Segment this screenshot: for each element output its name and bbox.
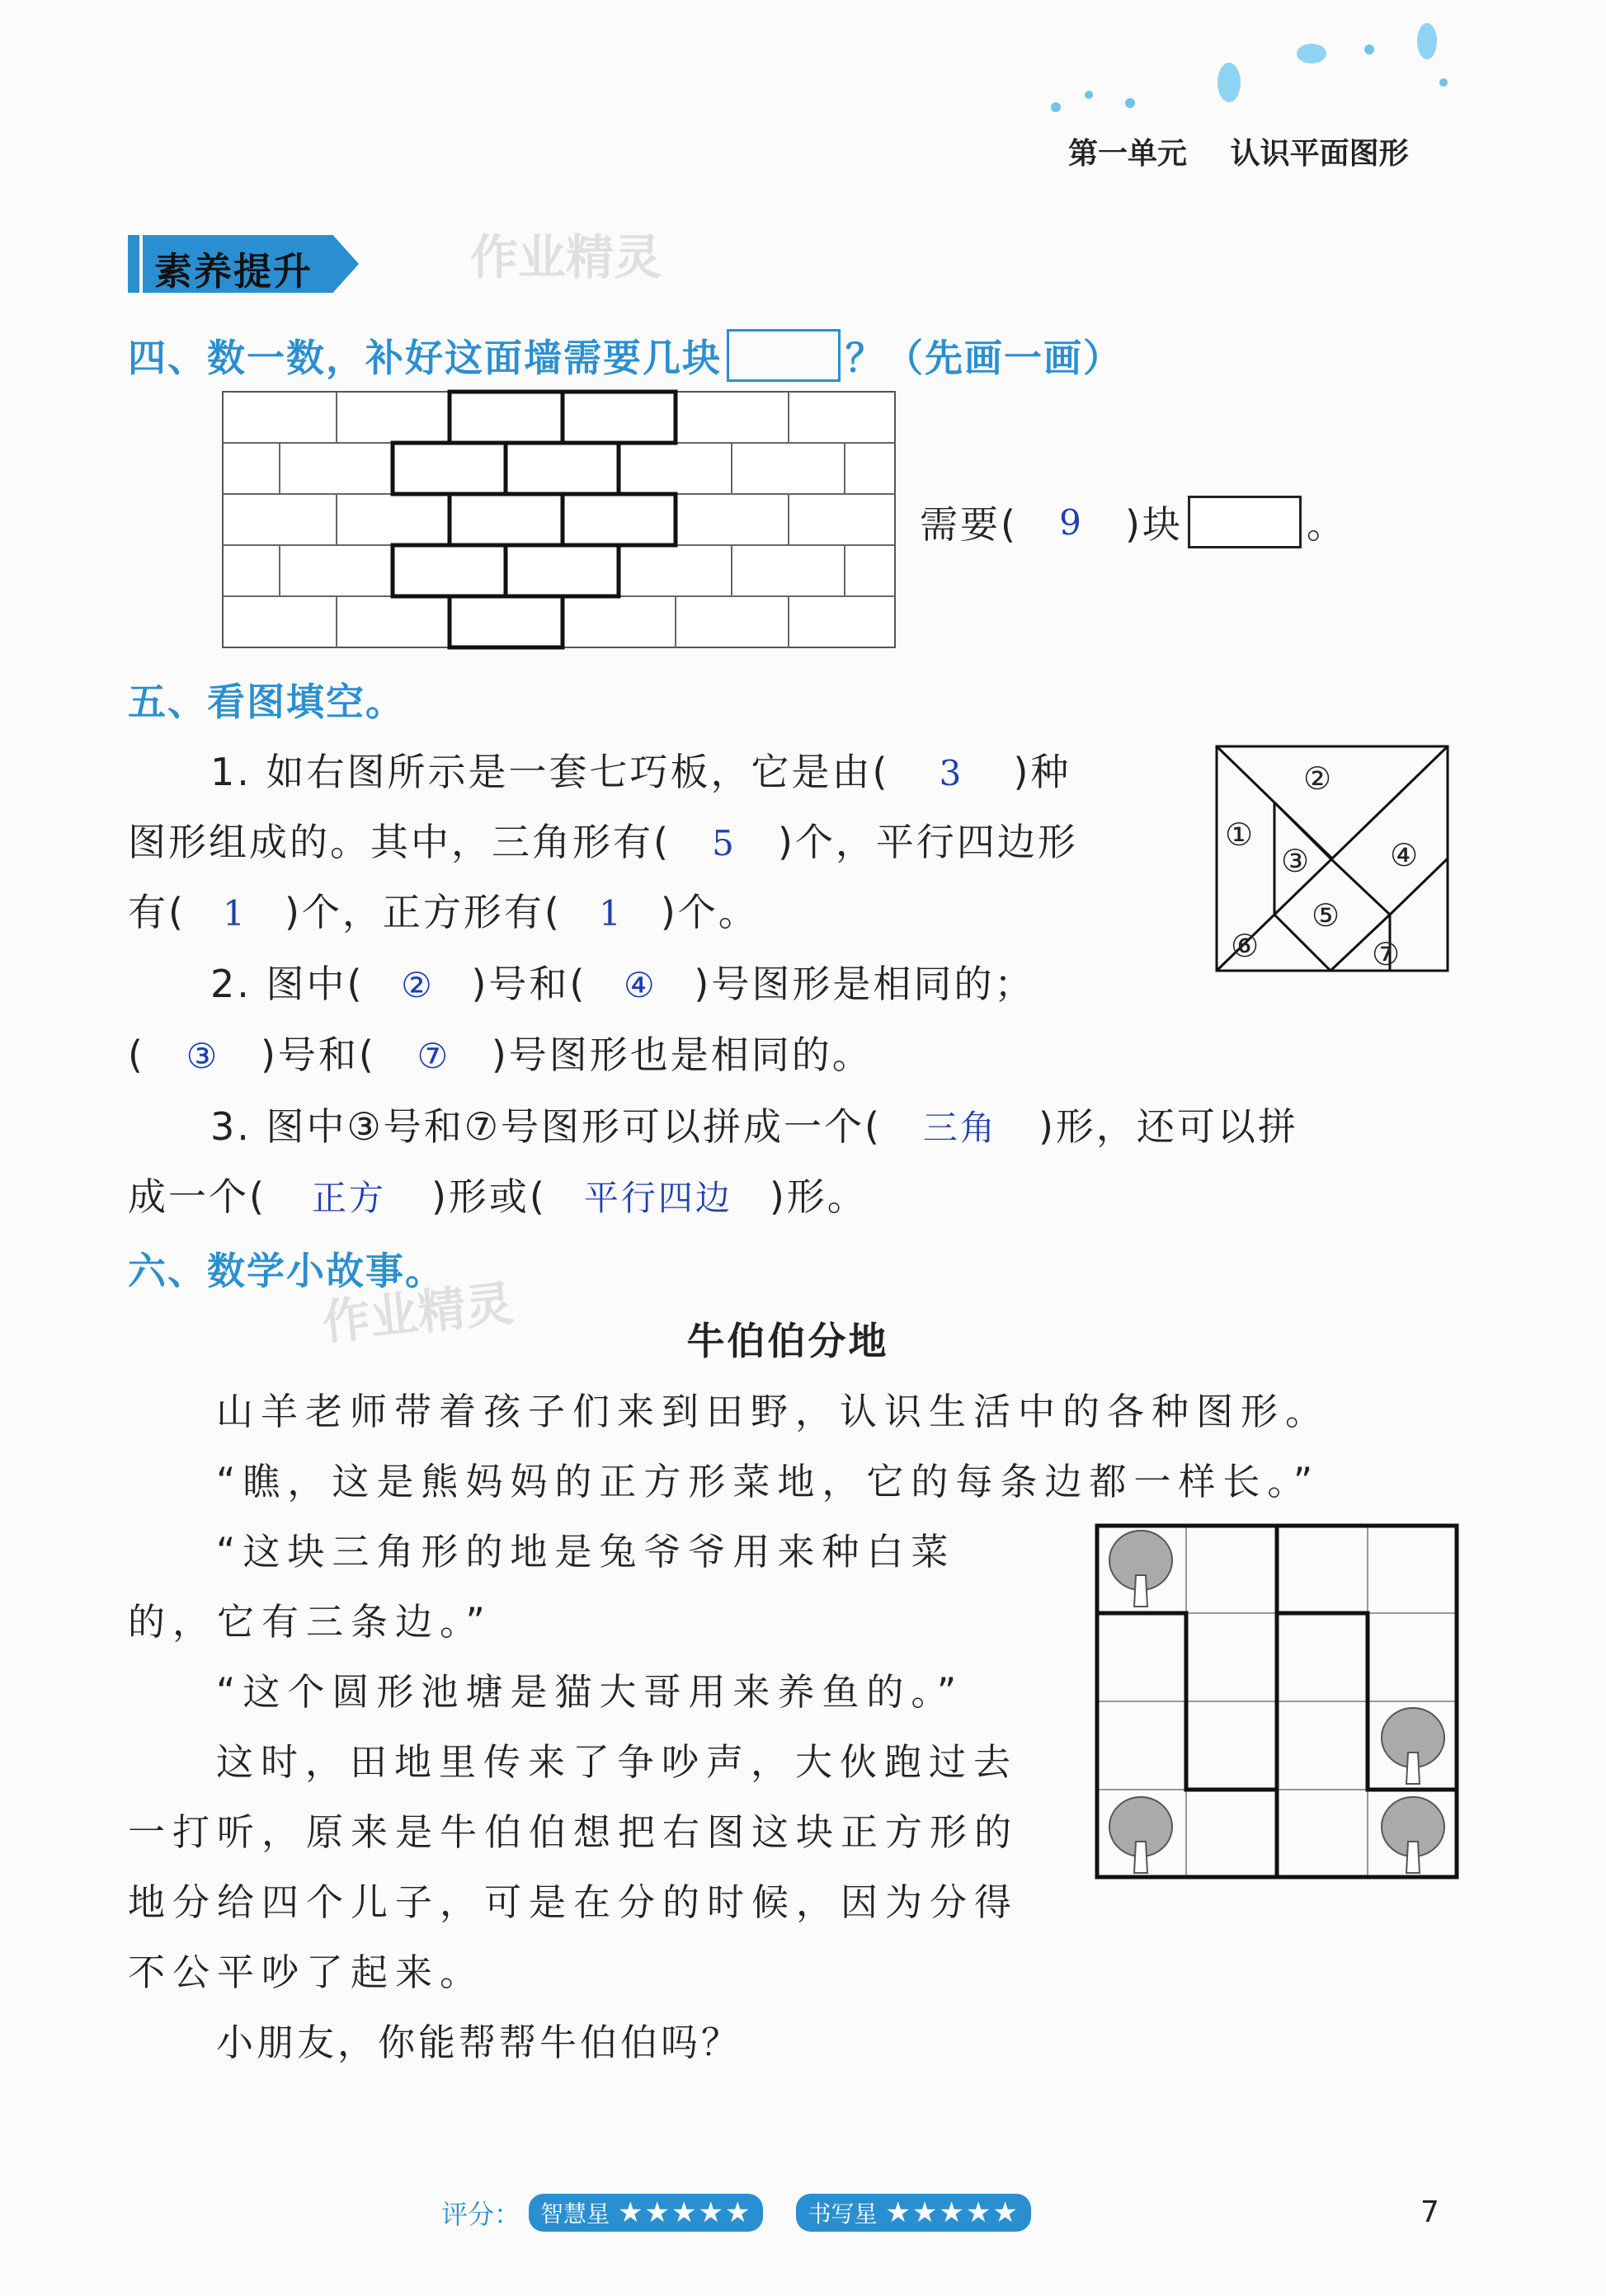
watermark: 作业精灵 xyxy=(470,229,662,285)
q5-answer-1: 3 xyxy=(939,753,964,793)
q5-text: 2. 图中( xyxy=(210,962,365,1006)
story-line: 这时，田地里传来了争吵声，大伙跑过去 xyxy=(216,1740,1019,1784)
q5-line-5 xyxy=(128,1025,873,1080)
tangram-label-6: ⑥ xyxy=(1231,928,1260,964)
writing-star-badge xyxy=(796,2194,1030,2232)
q5-text: )号图形是相同的； xyxy=(694,962,1035,1006)
q5-answer-9: 三角 xyxy=(922,1108,997,1148)
q4-answer-suffix: )块 xyxy=(1124,502,1183,547)
story-line: 的，它有三条边。” xyxy=(128,1600,492,1644)
story-line: 一打听，原来是牛伯伯想把右图这块正方形的 xyxy=(128,1810,1020,1854)
q5-text: )种 xyxy=(1013,750,1071,794)
topic-label: 认识平面图形 xyxy=(1230,137,1409,171)
tangram-label-5: ⑤ xyxy=(1312,897,1340,934)
star-rating-icon: ★★★★★ xyxy=(618,2196,752,2229)
q5-text: 3. 图中③号和⑦号图形可以拼成一个( xyxy=(210,1104,882,1149)
q5-line-3 xyxy=(128,882,759,937)
q5-text: )形。 xyxy=(769,1174,868,1219)
watermark: 作业精灵 xyxy=(319,1275,516,1351)
q5-text: )形或( xyxy=(431,1174,547,1219)
story-line: 小朋友，你能帮帮牛伯伯吗？ xyxy=(216,2021,742,2064)
story-line: 山羊老师带着孩子们来到田野，认识生活中的各种图形。 xyxy=(216,1390,1330,1433)
q5-answer-11: 平行四边 xyxy=(583,1178,732,1218)
q5-answer-2: 5 xyxy=(712,823,737,863)
brick-box-icon xyxy=(727,329,841,382)
q5-text: ( xyxy=(128,1033,145,1077)
q5-line-4 xyxy=(210,954,1034,1009)
q4-answer-prefix: 需要( xyxy=(920,502,1018,547)
page-number: 7 xyxy=(1420,2195,1439,2229)
q5-line-2 xyxy=(128,812,1078,867)
q5-text: 图形组成的。其中，三角形有( xyxy=(128,820,671,864)
q4-answer xyxy=(920,495,1347,549)
section-banner xyxy=(128,235,359,293)
land-grid xyxy=(1093,1522,1464,1884)
brick-box-icon xyxy=(1188,496,1302,548)
q5-text: )号和( xyxy=(260,1033,376,1077)
q4-prompt-a: 四、数一数，补好这面墙需要几块 xyxy=(128,336,722,380)
header-unit xyxy=(1068,130,1409,172)
tangram-label-4: ④ xyxy=(1390,837,1419,873)
q5-answer-7: ③ xyxy=(186,1036,220,1076)
q5-text: 有( xyxy=(128,890,186,934)
story-title: 牛伯伯分地 xyxy=(686,1319,889,1363)
q5-line-7 xyxy=(128,1167,868,1221)
q5-answer-3: 1 xyxy=(223,893,247,934)
q5-answer-10: 正方 xyxy=(311,1178,386,1218)
q4-answer-value: 9 xyxy=(1059,501,1084,543)
story-line: 地分给四个儿子，可是在分的时候，因为分得 xyxy=(128,1880,1020,1924)
q5-text: )号图形也是相同的。 xyxy=(491,1033,873,1077)
leaf-decoration-icon xyxy=(1039,16,1468,115)
q5-text: )个，平行四边形 xyxy=(777,820,1078,864)
q5-answer-8: ⑦ xyxy=(417,1036,451,1076)
story-line: “这个圆形池塘是猫大哥用来养鱼的。” xyxy=(216,1670,964,1714)
q5-text: 1. 如右图所示是一套七巧板，它是由( xyxy=(210,750,890,794)
q5-line-6 xyxy=(210,1097,1298,1151)
q4-prompt xyxy=(128,328,1123,383)
story-line: “这块三角形的地是兔爷爷用来种白菜 xyxy=(216,1530,956,1574)
tangram-label-7: ⑦ xyxy=(1372,936,1401,972)
tangram-label-2: ② xyxy=(1303,760,1332,797)
brick-wall xyxy=(219,388,903,656)
tangram-label-1: ① xyxy=(1225,816,1254,853)
badge-label: 书写星 xyxy=(808,2200,878,2228)
story-line: 不公平吵了起来。 xyxy=(128,1950,485,1994)
score-label: 评分： xyxy=(441,2199,521,2230)
q5-answer-4: 1 xyxy=(598,893,624,934)
badge-label: 智慧星 xyxy=(540,2200,610,2228)
story-line: “瞧，这是熊妈妈的正方形菜地，它的每条边都一样长。” xyxy=(216,1460,1321,1503)
q5-line-1 xyxy=(210,742,1071,797)
q5-text: )形，还可以拼 xyxy=(1038,1104,1298,1149)
q5-answer-5: ② xyxy=(401,965,435,1005)
q5-text: 成一个( xyxy=(128,1174,266,1219)
q6-heading: 六、数学小故事。 xyxy=(128,1249,445,1293)
q5-answer-6: ④ xyxy=(624,965,657,1005)
star-rating-icon: ★★★★★ xyxy=(885,2196,1020,2229)
tangram-label-3: ③ xyxy=(1281,843,1310,879)
q5-text: )个，正方形有( xyxy=(284,890,562,934)
q5-text: )个。 xyxy=(660,890,759,934)
q4-prompt-b: ？（先画一画） xyxy=(845,336,1123,380)
wisdom-star-badge xyxy=(529,2194,763,2232)
q5-text: )号和( xyxy=(471,962,587,1006)
q5-heading: 五、看图填空。 xyxy=(128,680,405,724)
section-title: 素养提升 xyxy=(154,249,313,294)
q4-answer-end: 。 xyxy=(1306,502,1347,547)
unit-label: 第一单元 xyxy=(1068,137,1188,171)
footer-score xyxy=(441,2194,1031,2232)
